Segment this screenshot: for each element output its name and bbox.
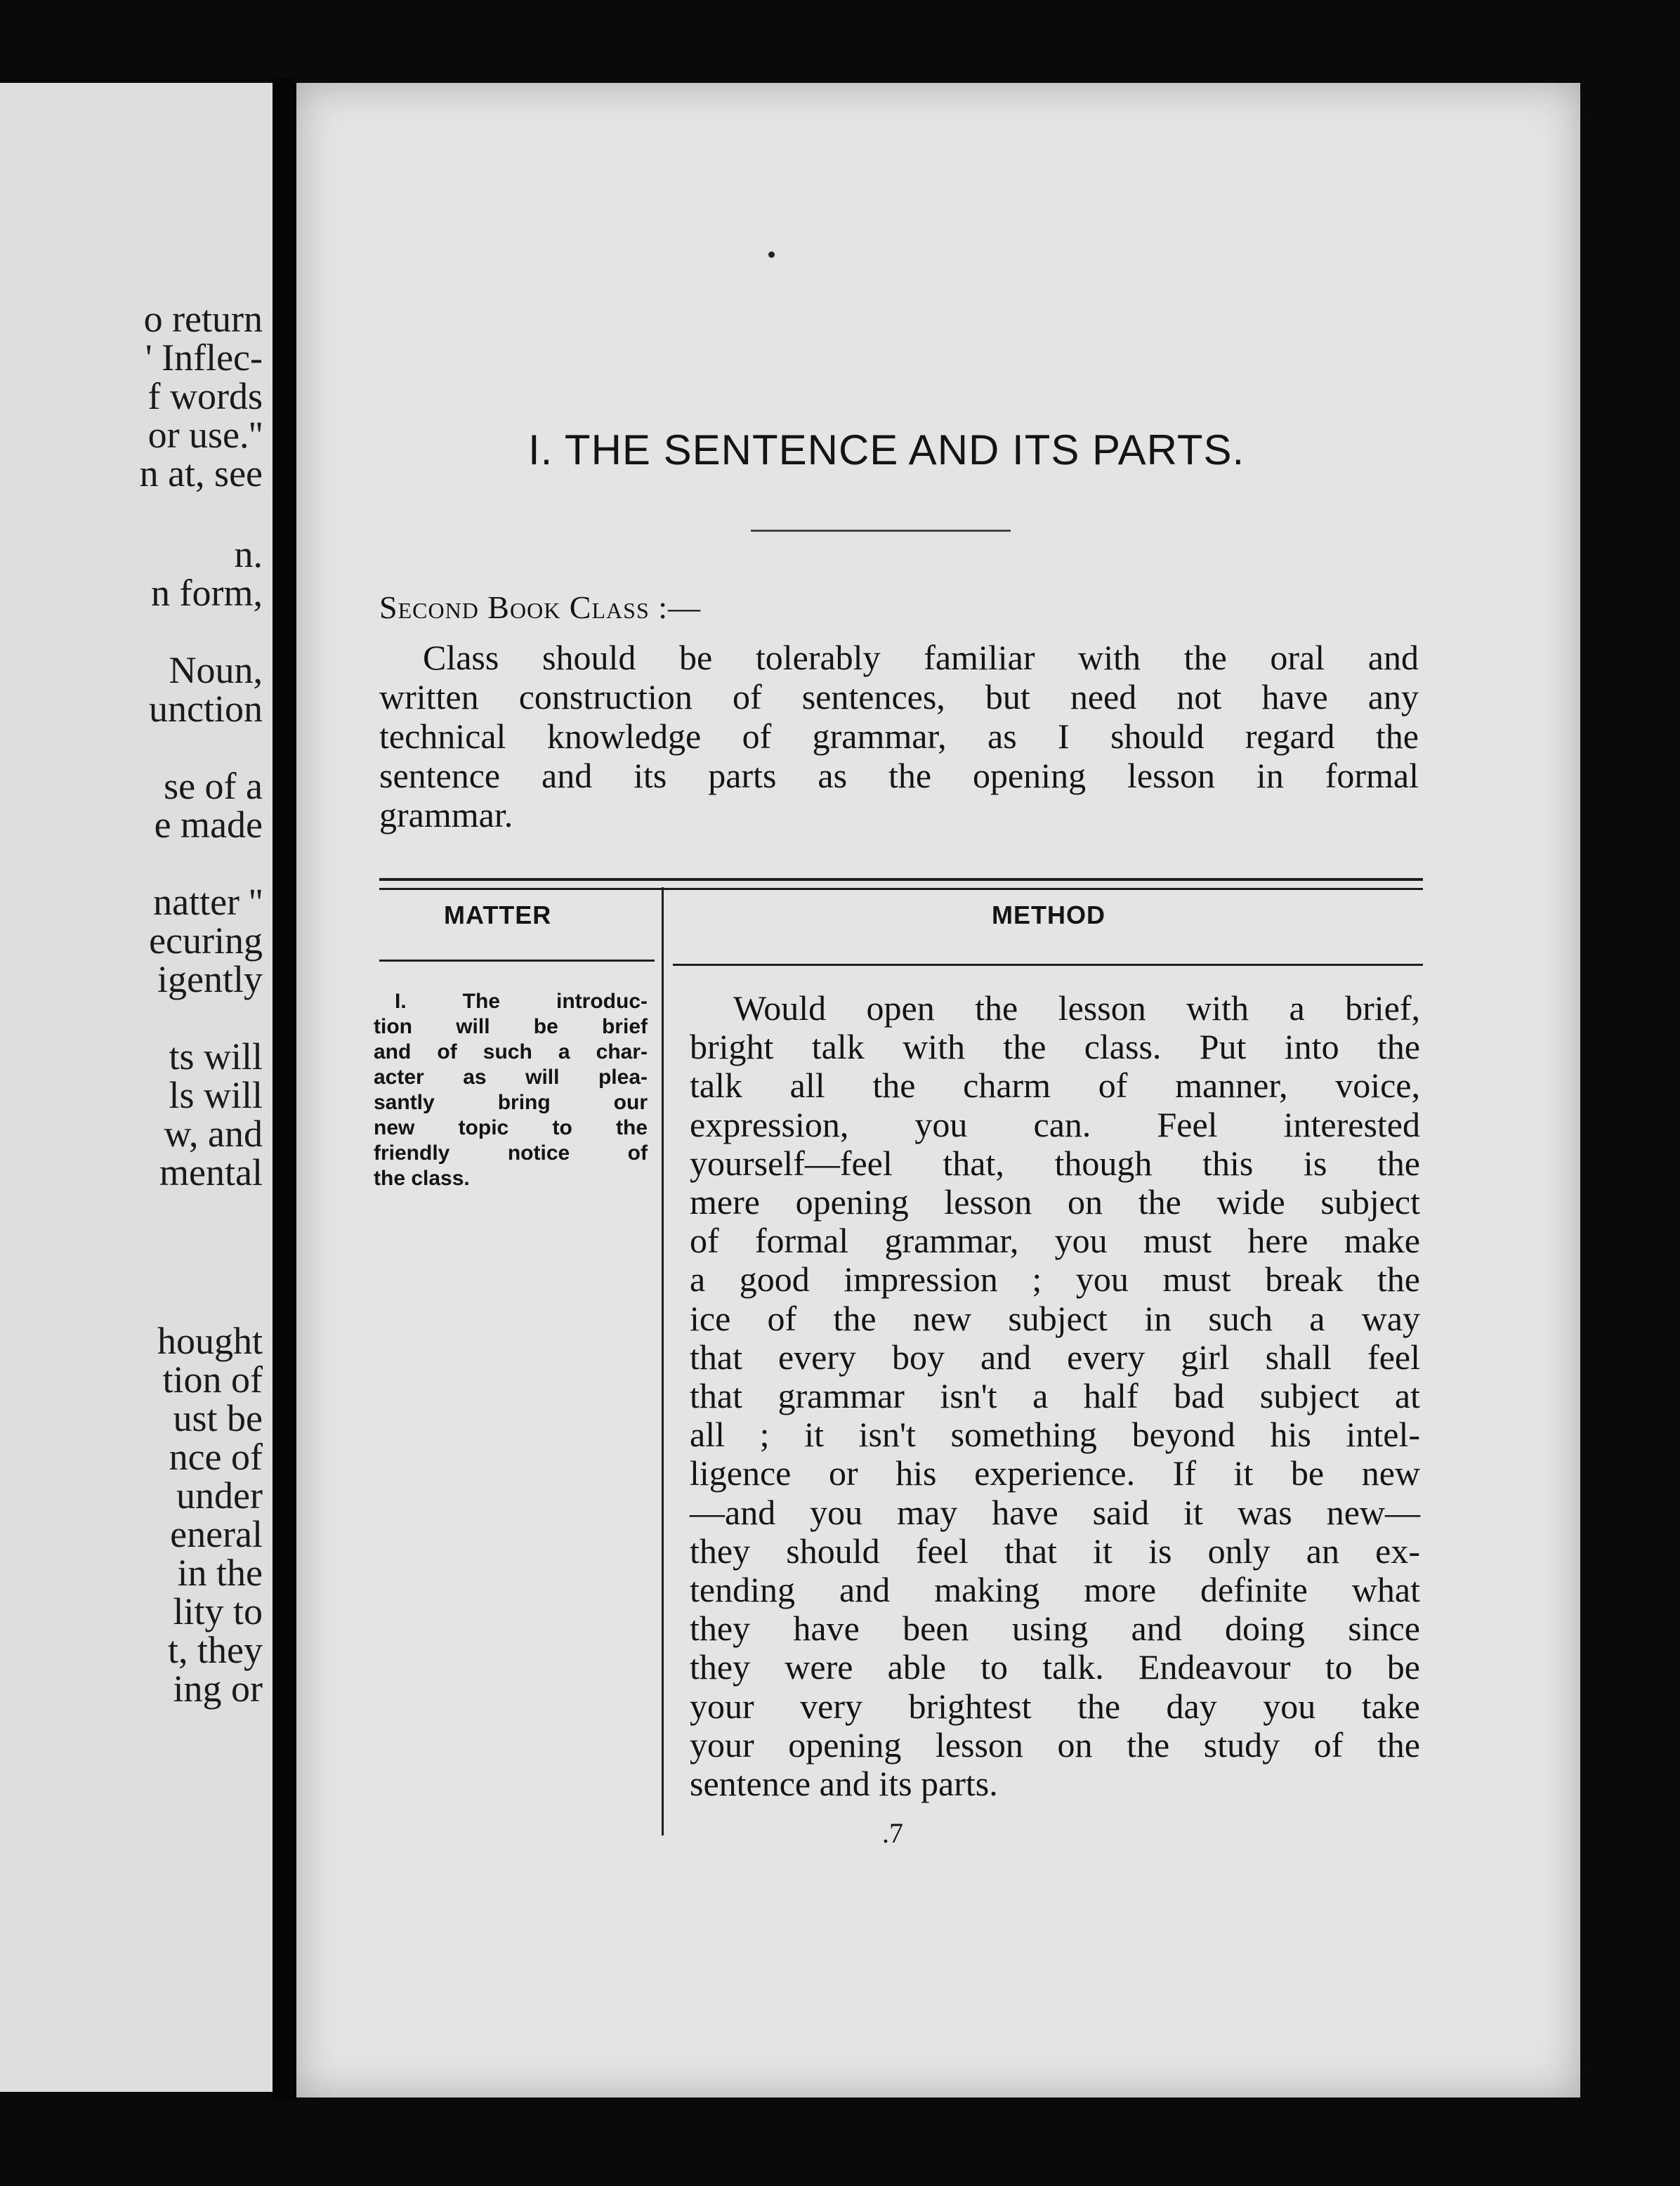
left-page-line: ing or <box>173 1668 263 1710</box>
left-page-line: se of a <box>164 765 263 807</box>
method-header-rule <box>673 964 1423 966</box>
method-line: your opening lesson on the study of the <box>690 1724 1420 1765</box>
matter-column-header: MATTER <box>444 901 552 929</box>
left-page-line: ecuring <box>149 919 263 962</box>
method-line: all ; it isn't something beyond his intel- <box>690 1415 1420 1455</box>
paragraph-line: technical knowledge of grammar, as I should regard the <box>379 716 1419 756</box>
matter-line: and of such a char- <box>374 1040 648 1063</box>
left-page-line: e made <box>154 804 263 846</box>
left-page-line: unction <box>149 688 263 730</box>
left-page-line: eneral <box>170 1513 263 1555</box>
method-line: a good impression ; you must break the <box>690 1259 1420 1300</box>
left-page-line: mental <box>159 1151 263 1193</box>
left-page-line: lity to <box>173 1590 263 1632</box>
left-page-line: n. <box>234 533 263 575</box>
method-line: Would open the lesson with a brief, <box>733 988 1420 1028</box>
method-line: they should feel that it is only an ex- <box>690 1531 1420 1571</box>
paragraph-line: Class should be tolerably familiar with the oral and <box>423 638 1419 677</box>
matter-line: I. The introduc- <box>395 990 648 1013</box>
left-page-line: hought <box>157 1320 263 1362</box>
left-page-line: o return <box>143 298 263 340</box>
method-column <box>690 989 1420 1803</box>
matter-line: acter as will plea- <box>374 1066 648 1089</box>
book-page <box>296 83 1580 2097</box>
left-facing-page <box>0 83 277 2092</box>
left-page-line: nce of <box>169 1436 263 1478</box>
paragraph-line: grammar. <box>379 795 513 835</box>
left-page-line: Noun, <box>169 649 263 691</box>
left-page-line: tion of <box>162 1359 263 1401</box>
method-column-header: METHOD <box>992 901 1105 929</box>
matter-column <box>374 989 648 1191</box>
matter-line: the class. <box>374 1167 470 1190</box>
method-line: —and you may have said it was new— <box>690 1492 1420 1532</box>
method-line: expression, you can. Feel interested <box>690 1104 1420 1144</box>
print-speck <box>768 251 775 258</box>
method-line: yourself—feel that, though this is the <box>690 1143 1420 1183</box>
section-heading: Second Book Class :— <box>379 589 702 625</box>
column-divider <box>662 887 664 1835</box>
left-page-line: f words <box>147 375 263 417</box>
page-number: .7 <box>882 1817 903 1849</box>
left-page-line: under <box>176 1474 263 1517</box>
matter-line: santly bring our <box>374 1091 648 1114</box>
method-line: talk all the charm of manner, voice, <box>690 1066 1420 1106</box>
method-line: ligence or his experience. If it be new <box>690 1453 1420 1493</box>
method-line: they have been using and doing since <box>690 1609 1420 1649</box>
left-page-line: or use.'' <box>147 414 263 456</box>
title-divider <box>751 530 1011 532</box>
left-page-line: ls will <box>169 1074 263 1116</box>
paragraph-line: written construction of sentences, but need not have any <box>379 677 1419 716</box>
method-line: sentence and its parts. <box>690 1764 998 1804</box>
left-page-line: in the <box>177 1552 263 1594</box>
book-spine <box>273 77 296 2100</box>
left-page-line: ' Inflec- <box>145 336 263 379</box>
matter-line: new topic to the <box>374 1116 648 1139</box>
method-line: mere opening lesson on the wide subject <box>690 1182 1420 1222</box>
matter-line: tion will be brief <box>374 1015 648 1038</box>
method-line: that every boy and every girl shall feel <box>690 1337 1420 1377</box>
matter-header-rule <box>379 960 655 962</box>
method-line: that grammar isn't a half bad subject at <box>690 1376 1420 1416</box>
method-line: ice of the new subject in such a way <box>690 1298 1420 1338</box>
left-page-line: w, and <box>164 1113 263 1155</box>
method-line: bright talk with the class. Put into the <box>690 1027 1420 1067</box>
intro-paragraph <box>379 638 1419 835</box>
left-page-line: n at, see <box>139 452 263 495</box>
left-page-line: n form, <box>151 572 263 614</box>
left-page-line: t, they <box>168 1629 263 1671</box>
page-title: I. THE SENTENCE AND ITS PARTS. <box>528 426 1245 473</box>
table-top-rule <box>379 878 1423 890</box>
paragraph-line: sentence and its parts as the opening lesson in formal <box>379 756 1419 795</box>
left-page-line: ts will <box>169 1035 263 1078</box>
left-page-line: ust be <box>173 1397 263 1439</box>
method-line: of formal grammar, you must here make <box>690 1221 1420 1261</box>
method-line: your very brightest the day you take <box>690 1686 1420 1726</box>
matter-line: friendly notice of <box>374 1141 648 1165</box>
left-page-line: natter '' <box>153 881 263 923</box>
method-line: they were able to talk. Endeavour to be <box>690 1647 1420 1687</box>
left-page-line: igently <box>157 958 263 1000</box>
method-line: tending and making more definite what <box>690 1570 1420 1610</box>
